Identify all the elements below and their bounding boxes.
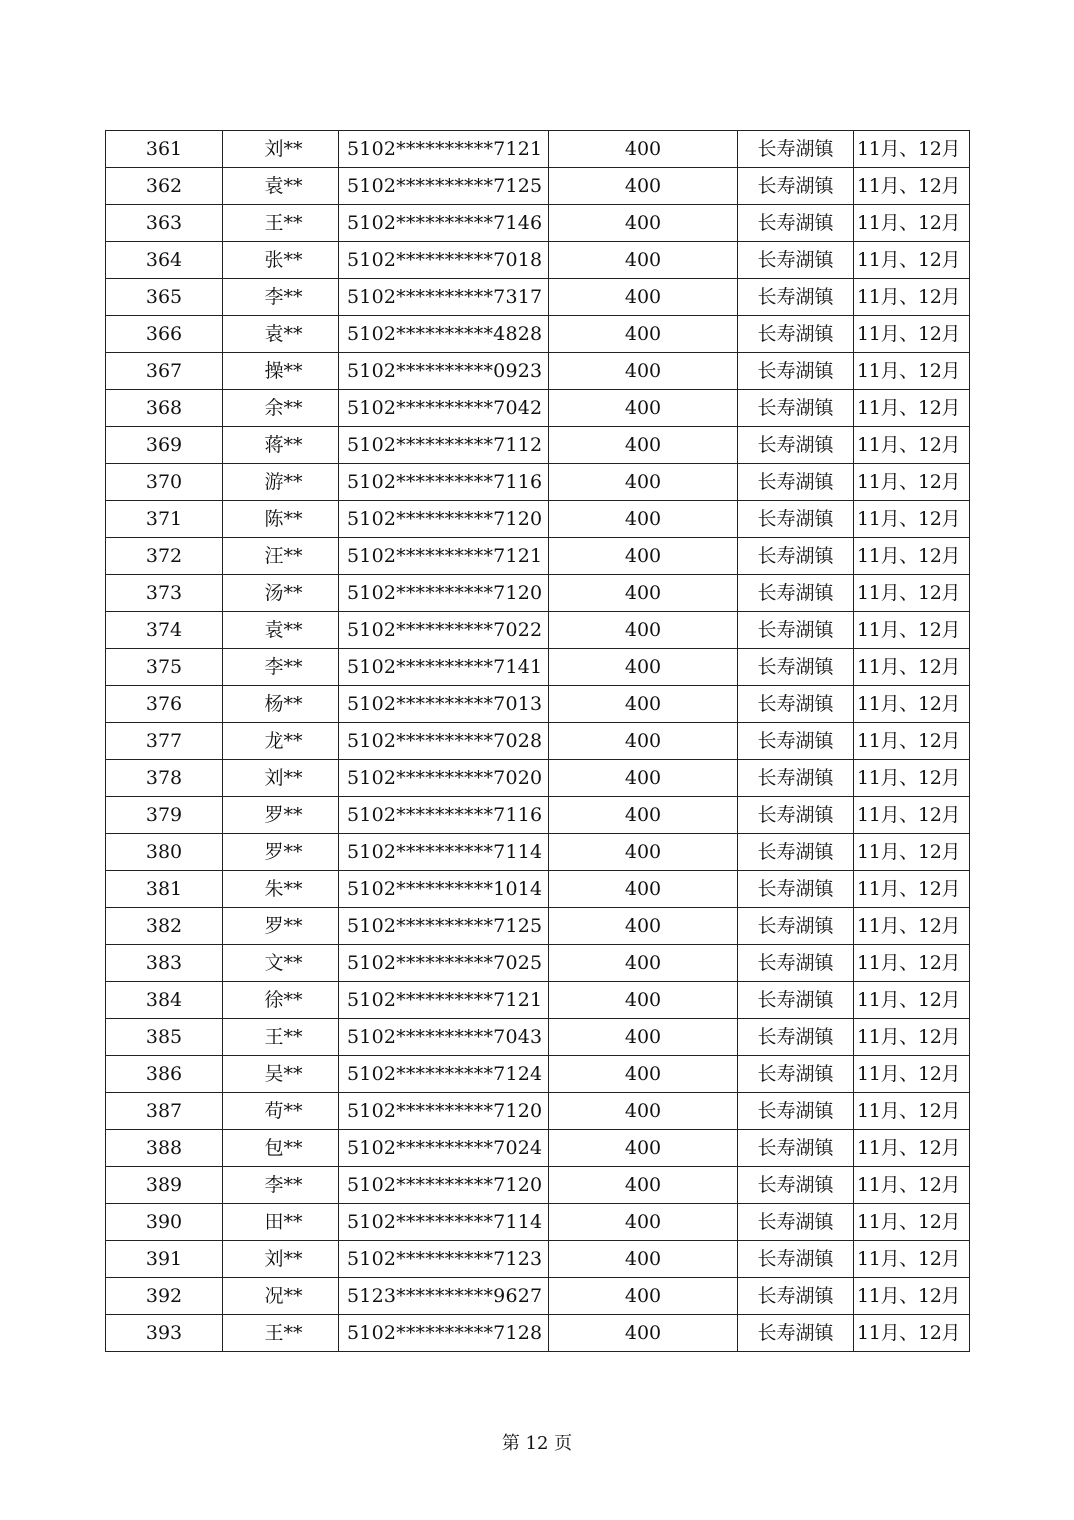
cell-number: 377: [106, 723, 223, 760]
cell-town: 长寿湖镇: [738, 316, 854, 353]
cell-number: 383: [106, 945, 223, 982]
cell-town: 长寿湖镇: [738, 1241, 854, 1278]
cell-amount: 400: [549, 612, 738, 649]
table-row: [106, 353, 970, 390]
cell-months: 11月、12月: [854, 131, 970, 168]
cell-amount: 400: [549, 1167, 738, 1204]
cell-name: 杨**: [223, 686, 339, 723]
cell-id-number: 5102**********7317: [339, 279, 549, 316]
cell-town: 长寿湖镇: [738, 760, 854, 797]
table-row: [106, 242, 970, 279]
table-row: [106, 760, 970, 797]
cell-amount: 400: [549, 760, 738, 797]
table-row: [106, 1093, 970, 1130]
cell-number: 366: [106, 316, 223, 353]
cell-months: 11月、12月: [854, 575, 970, 612]
table-row: [106, 945, 970, 982]
table-row: [106, 982, 970, 1019]
cell-town: 长寿湖镇: [738, 501, 854, 538]
cell-name: 操**: [223, 353, 339, 390]
cell-name: 徐**: [223, 982, 339, 1019]
cell-id-number: 5102**********7013: [339, 686, 549, 723]
cell-months: 11月、12月: [854, 797, 970, 834]
cell-months: 11月、12月: [854, 1130, 970, 1167]
cell-number: 391: [106, 1241, 223, 1278]
table-row: [106, 427, 970, 464]
cell-name: 朱**: [223, 871, 339, 908]
cell-number: 378: [106, 760, 223, 797]
cell-months: 11月、12月: [854, 760, 970, 797]
cell-id-number: 5102**********7121: [339, 131, 549, 168]
cell-name: 田**: [223, 1204, 339, 1241]
cell-months: 11月、12月: [854, 1204, 970, 1241]
cell-name: 罗**: [223, 797, 339, 834]
cell-town: 长寿湖镇: [738, 1093, 854, 1130]
cell-number: 372: [106, 538, 223, 575]
table-row: [106, 1056, 970, 1093]
cell-number: 380: [106, 834, 223, 871]
cell-town: 长寿湖镇: [738, 797, 854, 834]
cell-number: 373: [106, 575, 223, 612]
cell-name: 文**: [223, 945, 339, 982]
cell-months: 11月、12月: [854, 723, 970, 760]
cell-amount: 400: [549, 168, 738, 205]
cell-town: 长寿湖镇: [738, 464, 854, 501]
cell-amount: 400: [549, 279, 738, 316]
cell-amount: 400: [549, 945, 738, 982]
cell-town: 长寿湖镇: [738, 908, 854, 945]
cell-id-number: 5102**********7042: [339, 390, 549, 427]
cell-number: 365: [106, 279, 223, 316]
cell-name: 游**: [223, 464, 339, 501]
cell-id-number: 5123**********9627: [339, 1278, 549, 1315]
cell-months: 11月、12月: [854, 279, 970, 316]
cell-town: 长寿湖镇: [738, 205, 854, 242]
cell-id-number: 5102**********7125: [339, 908, 549, 945]
table-row: [106, 908, 970, 945]
cell-number: 381: [106, 871, 223, 908]
cell-id-number: 5102**********7024: [339, 1130, 549, 1167]
cell-amount: 400: [549, 390, 738, 427]
cell-months: 11月、12月: [854, 1315, 970, 1352]
cell-number: 388: [106, 1130, 223, 1167]
cell-name: 陈**: [223, 501, 339, 538]
cell-months: 11月、12月: [854, 908, 970, 945]
table-row: [106, 1130, 970, 1167]
cell-id-number: 5102**********7121: [339, 982, 549, 1019]
cell-id-number: 5102**********7120: [339, 1093, 549, 1130]
cell-name: 刘**: [223, 131, 339, 168]
cell-amount: 400: [549, 316, 738, 353]
table-row: [106, 168, 970, 205]
cell-name: 包**: [223, 1130, 339, 1167]
cell-town: 长寿湖镇: [738, 279, 854, 316]
cell-amount: 400: [549, 871, 738, 908]
cell-months: 11月、12月: [854, 1241, 970, 1278]
cell-number: 371: [106, 501, 223, 538]
cell-months: 11月、12月: [854, 871, 970, 908]
cell-months: 11月、12月: [854, 945, 970, 982]
cell-number: 379: [106, 797, 223, 834]
cell-number: 374: [106, 612, 223, 649]
cell-town: 长寿湖镇: [738, 353, 854, 390]
cell-amount: 400: [549, 1204, 738, 1241]
cell-town: 长寿湖镇: [738, 871, 854, 908]
cell-town: 长寿湖镇: [738, 686, 854, 723]
cell-months: 11月、12月: [854, 353, 970, 390]
cell-name: 王**: [223, 205, 339, 242]
cell-town: 长寿湖镇: [738, 168, 854, 205]
cell-name: 蒋**: [223, 427, 339, 464]
table-row: [106, 205, 970, 242]
cell-name: 汪**: [223, 538, 339, 575]
cell-months: 11月、12月: [854, 205, 970, 242]
table-row: [106, 1278, 970, 1315]
table-row: [106, 797, 970, 834]
cell-number: 369: [106, 427, 223, 464]
cell-id-number: 5102**********7028: [339, 723, 549, 760]
cell-months: 11月、12月: [854, 501, 970, 538]
roster-table: [105, 130, 970, 1352]
cell-amount: 400: [549, 501, 738, 538]
cell-name: 罗**: [223, 834, 339, 871]
cell-months: 11月、12月: [854, 1019, 970, 1056]
cell-id-number: 5102**********0923: [339, 353, 549, 390]
cell-months: 11月、12月: [854, 1093, 970, 1130]
cell-name: 况**: [223, 1278, 339, 1315]
cell-name: 苟**: [223, 1093, 339, 1130]
table-row: [106, 501, 970, 538]
cell-amount: 400: [549, 205, 738, 242]
cell-name: 袁**: [223, 316, 339, 353]
cell-id-number: 5102**********7114: [339, 1204, 549, 1241]
cell-town: 长寿湖镇: [738, 723, 854, 760]
cell-town: 长寿湖镇: [738, 945, 854, 982]
cell-number: 393: [106, 1315, 223, 1352]
cell-months: 11月、12月: [854, 242, 970, 279]
cell-amount: 400: [549, 1130, 738, 1167]
cell-amount: 400: [549, 797, 738, 834]
cell-months: 11月、12月: [854, 1167, 970, 1204]
cell-amount: 400: [549, 686, 738, 723]
cell-amount: 400: [549, 649, 738, 686]
cell-amount: 400: [549, 575, 738, 612]
cell-months: 11月、12月: [854, 390, 970, 427]
cell-number: 384: [106, 982, 223, 1019]
cell-id-number: 5102**********7116: [339, 464, 549, 501]
cell-amount: 400: [549, 723, 738, 760]
cell-amount: 400: [549, 1315, 738, 1352]
cell-amount: 400: [549, 242, 738, 279]
cell-months: 11月、12月: [854, 982, 970, 1019]
cell-number: 387: [106, 1093, 223, 1130]
cell-id-number: 5102**********7043: [339, 1019, 549, 1056]
table-row: [106, 538, 970, 575]
cell-town: 长寿湖镇: [738, 131, 854, 168]
cell-name: 王**: [223, 1019, 339, 1056]
cell-id-number: 5102**********7114: [339, 834, 549, 871]
cell-number: 370: [106, 464, 223, 501]
cell-months: 11月、12月: [854, 427, 970, 464]
table-row: [106, 131, 970, 168]
table-row: [106, 316, 970, 353]
cell-id-number: 5102**********7123: [339, 1241, 549, 1278]
cell-number: 363: [106, 205, 223, 242]
cell-id-number: 5102**********7128: [339, 1315, 549, 1352]
cell-amount: 400: [549, 427, 738, 464]
cell-months: 11月、12月: [854, 834, 970, 871]
cell-town: 长寿湖镇: [738, 538, 854, 575]
cell-town: 长寿湖镇: [738, 1167, 854, 1204]
cell-number: 392: [106, 1278, 223, 1315]
cell-id-number: 5102**********7018: [339, 242, 549, 279]
cell-id-number: 5102**********7120: [339, 575, 549, 612]
cell-number: 376: [106, 686, 223, 723]
cell-id-number: 5102**********7125: [339, 168, 549, 205]
cell-months: 11月、12月: [854, 612, 970, 649]
cell-town: 长寿湖镇: [738, 242, 854, 279]
cell-amount: 400: [549, 1241, 738, 1278]
cell-amount: 400: [549, 1093, 738, 1130]
cell-number: 382: [106, 908, 223, 945]
cell-amount: 400: [549, 908, 738, 945]
table-row: [106, 1241, 970, 1278]
cell-town: 长寿湖镇: [738, 1315, 854, 1352]
cell-id-number: 5102**********7121: [339, 538, 549, 575]
cell-months: 11月、12月: [854, 168, 970, 205]
cell-town: 长寿湖镇: [738, 1130, 854, 1167]
table-row: [106, 390, 970, 427]
cell-amount: 400: [549, 1278, 738, 1315]
cell-amount: 400: [549, 464, 738, 501]
table-row: [106, 1167, 970, 1204]
cell-number: 361: [106, 131, 223, 168]
cell-months: 11月、12月: [854, 316, 970, 353]
cell-town: 长寿湖镇: [738, 1019, 854, 1056]
cell-name: 王**: [223, 1315, 339, 1352]
table-row: [106, 649, 970, 686]
cell-town: 长寿湖镇: [738, 982, 854, 1019]
table-row: [106, 1019, 970, 1056]
cell-town: 长寿湖镇: [738, 1204, 854, 1241]
table-row: [106, 686, 970, 723]
cell-name: 李**: [223, 279, 339, 316]
cell-id-number: 5102**********7116: [339, 797, 549, 834]
cell-months: 11月、12月: [854, 464, 970, 501]
cell-town: 长寿湖镇: [738, 390, 854, 427]
table-row: [106, 1315, 970, 1352]
cell-id-number: 5102**********7022: [339, 612, 549, 649]
cell-id-number: 5102**********7124: [339, 1056, 549, 1093]
table-row: [106, 464, 970, 501]
cell-number: 385: [106, 1019, 223, 1056]
cell-name: 袁**: [223, 612, 339, 649]
cell-id-number: 5102**********7146: [339, 205, 549, 242]
cell-town: 长寿湖镇: [738, 427, 854, 464]
cell-amount: 400: [549, 131, 738, 168]
cell-months: 11月、12月: [854, 538, 970, 575]
cell-amount: 400: [549, 1019, 738, 1056]
cell-name: 李**: [223, 649, 339, 686]
cell-id-number: 5102**********1014: [339, 871, 549, 908]
table-row: [106, 723, 970, 760]
cell-town: 长寿湖镇: [738, 649, 854, 686]
cell-name: 张**: [223, 242, 339, 279]
cell-id-number: 5102**********7120: [339, 501, 549, 538]
table-row: [106, 834, 970, 871]
cell-name: 汤**: [223, 575, 339, 612]
cell-amount: 400: [549, 353, 738, 390]
cell-id-number: 5102**********7025: [339, 945, 549, 982]
cell-id-number: 5102**********7020: [339, 760, 549, 797]
cell-town: 长寿湖镇: [738, 834, 854, 871]
cell-number: 362: [106, 168, 223, 205]
cell-number: 367: [106, 353, 223, 390]
cell-amount: 400: [549, 538, 738, 575]
cell-name: 刘**: [223, 760, 339, 797]
cell-id-number: 5102**********4828: [339, 316, 549, 353]
cell-months: 11月、12月: [854, 649, 970, 686]
cell-name: 龙**: [223, 723, 339, 760]
cell-town: 长寿湖镇: [738, 1056, 854, 1093]
cell-name: 余**: [223, 390, 339, 427]
cell-number: 368: [106, 390, 223, 427]
cell-number: 386: [106, 1056, 223, 1093]
cell-months: 11月、12月: [854, 1278, 970, 1315]
roster-table-body: [106, 131, 970, 1352]
cell-months: 11月、12月: [854, 686, 970, 723]
cell-id-number: 5102**********7120: [339, 1167, 549, 1204]
table-row: [106, 612, 970, 649]
cell-amount: 400: [549, 834, 738, 871]
cell-name: 罗**: [223, 908, 339, 945]
cell-number: 390: [106, 1204, 223, 1241]
cell-name: 李**: [223, 1167, 339, 1204]
cell-town: 长寿湖镇: [738, 612, 854, 649]
cell-months: 11月、12月: [854, 1056, 970, 1093]
cell-name: 吴**: [223, 1056, 339, 1093]
cell-name: 袁**: [223, 168, 339, 205]
cell-town: 长寿湖镇: [738, 1278, 854, 1315]
cell-amount: 400: [549, 1056, 738, 1093]
cell-id-number: 5102**********7112: [339, 427, 549, 464]
table-row: [106, 871, 970, 908]
cell-name: 刘**: [223, 1241, 339, 1278]
table-row: [106, 279, 970, 316]
table-row: [106, 1204, 970, 1241]
cell-number: 364: [106, 242, 223, 279]
table-row: [106, 575, 970, 612]
page-number: 第 12 页: [501, 1433, 573, 1454]
cell-number: 375: [106, 649, 223, 686]
cell-id-number: 5102**********7141: [339, 649, 549, 686]
cell-amount: 400: [549, 982, 738, 1019]
cell-number: 389: [106, 1167, 223, 1204]
cell-town: 长寿湖镇: [738, 575, 854, 612]
